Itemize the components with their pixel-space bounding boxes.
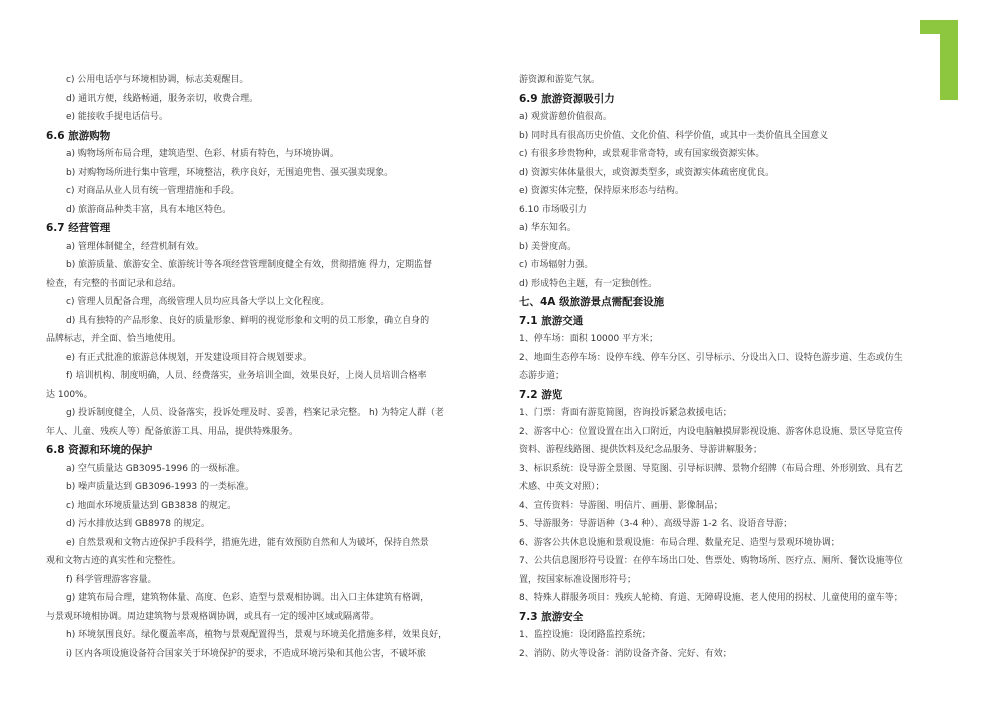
paragraph-line: b) 旅游质量、旅游安全、旅游统计等各项经营管理制度健全有效，贯彻措施 得力，定期监督 bbox=[66, 260, 432, 270]
paragraph-line: 游资源和游览气氛。 bbox=[519, 75, 601, 85]
paragraph-line: 8、特殊人群服务项目：残疾人轮椅、育道、无障碍设施、老人使用的拐杖、儿童使用的童车等； bbox=[519, 593, 903, 603]
paragraph-line: 1、停车场：面积 10000 平方米； bbox=[519, 334, 659, 344]
paragraph-line: 6.10 市场吸引力 bbox=[519, 204, 587, 215]
section-heading: 七、4A 级旅游景点需配套设施 bbox=[519, 296, 665, 308]
paragraph-line: 置，按国家标准设图形符号； bbox=[519, 574, 637, 585]
paragraph-line: a) 观赏游憩价值很高。 bbox=[519, 112, 612, 122]
paragraph-line: 检查，有完整的书面记录和总结。 bbox=[46, 278, 182, 289]
paragraph-line: f) 科学管理游客容量。 bbox=[66, 574, 157, 585]
paragraph-line: 5、导游服务：导游语种（3-4 种）、高级导游 1-2 名、设语音导游； bbox=[519, 519, 793, 529]
paragraph-line: b) 对购物场所进行集中管理，环境整洁，秩序良好，无围追兜售、强买强卖现象。 bbox=[66, 167, 394, 178]
paragraph-line: d) 具有独特的产品形象、良好的质量形象、鲜明的视觉形象和文明的员工形象，确立自身的 bbox=[66, 315, 430, 326]
paragraph-line: f) 培训机构、制度明确，人员、经费落实，业务培训全面，效果良好，上岗人员培训合格率 bbox=[66, 371, 427, 381]
paragraph-line: b) 美誉度高。 bbox=[519, 241, 577, 252]
paragraph-line: e) 自然景观和文物古迹保护手段科学，措施先进，能有效预防自然和人为破坏，保持自然景 bbox=[66, 537, 429, 548]
paragraph-line: 态游步道； bbox=[519, 371, 565, 381]
section-heading: 6.7 经营管理 bbox=[46, 222, 111, 234]
paragraph-line: c) 管理人员配备合理，高级管理人员均应具备大学以上文化程度。 bbox=[66, 297, 330, 307]
paragraph-line: e) 能接收手提电话信号。 bbox=[66, 112, 168, 122]
green-number-one-logo bbox=[920, 20, 958, 100]
paragraph-line: d) 污水排放达到 GB8978 的规定。 bbox=[66, 519, 210, 529]
paragraph-line: g) 建筑布局合理，建筑物体量、高度、色彩、造型与景观相协调。出入口主体建筑有格调， bbox=[66, 593, 430, 603]
paragraph-line: 与景观环境相协调。周边建筑物与景观格调协调，或具有一定的缓冲区域或隔离带。 bbox=[46, 611, 380, 622]
paragraph-line: 7、公共信息图形符号设置：在停车场出口处、售票处、购物场所、医疗点、厕所、餐饮设施等位 bbox=[519, 556, 903, 566]
paragraph-line: c) 对商品从业人员有统一管理措施和手段。 bbox=[66, 186, 240, 196]
paragraph-line: 年人、儿童、残疾人等）配备旅游工具、用品，提供特殊服务。 bbox=[46, 426, 299, 437]
paragraph-line: c) 市场辐射力强。 bbox=[519, 260, 594, 270]
section-heading: 6.8 资源和环境的保护 bbox=[46, 444, 153, 456]
paragraph-line: 6、游客公共休息设施和景观设施：布局合理、数量充足、造型与景观环境协调； bbox=[519, 537, 840, 548]
paragraph-line: 2、消防、防火等设备：消防设备齐备、完好、有效； bbox=[519, 648, 732, 659]
section-heading: 6.9 旅游资源吸引力 bbox=[519, 92, 615, 105]
paragraph-line: d) 旅游商品种类丰富，具有本地区特色。 bbox=[66, 204, 232, 215]
paragraph-line: c) 有很多珍贵物种，或景观非常奇特，或有国家级资源实体。 bbox=[519, 149, 765, 159]
paragraph-line: b) 噪声质量达到 GB3096-1993 的一类标准。 bbox=[66, 482, 255, 492]
paragraph-line: 2、地面生态停车场：设停车线、停车分区、引导标示、分设出入口、设特色游步道、生态或仿生 bbox=[519, 352, 903, 363]
paragraph-line: a) 华东知名。 bbox=[519, 223, 576, 233]
paragraph-line: 1、监控设施：设闭路监控系统； bbox=[519, 630, 651, 640]
paragraph-line: i) 区内各项设施设备符合国家关于环境保护的要求，不造成环境污染和其他公害，不破坏旅 bbox=[66, 648, 426, 659]
paragraph-line: 资料、游程线路图、提供饮料及纪念品服务、导游讲解服务； bbox=[519, 445, 763, 455]
paragraph-line: 达 100%。 bbox=[46, 389, 93, 400]
section-heading: 7.1 旅游交通 bbox=[519, 314, 584, 327]
paragraph-line: a) 管理体制健全，经营机制有效。 bbox=[66, 241, 204, 252]
paragraph-line: g) 投诉制度健全，人员、设备落实，投诉处理及时、妥善，档案记录完整。 h) 为特定人群（老 bbox=[66, 408, 445, 418]
paragraph-line: c) 地面水环境质量达到 GB3838 的规定。 bbox=[66, 500, 237, 511]
paragraph-line: c) 公用电话亭与环境相协调，标志美观醒目。 bbox=[66, 75, 249, 85]
paragraph-line: d) 资源实体体量很大，或资源类型多，或资源实体疏密度优良。 bbox=[519, 167, 775, 178]
paragraph-line: 1、门票：背面有游览简图，咨询投诉紧急救援电话； bbox=[519, 408, 732, 418]
paragraph-line: e) 资源实体完整，保持原来形态与结构。 bbox=[519, 186, 684, 196]
paragraph-line: 2、游客中心：位置设置在出入口附近，内设电脑触摸屏影视设施、游客休息设施、景区导览宣传 bbox=[519, 426, 903, 437]
paragraph-line: 术感、中英文对照）； bbox=[519, 482, 605, 492]
paragraph-line: d) 通讯方便，线路畅通，服务亲切，收费合理。 bbox=[66, 93, 259, 104]
left-column bbox=[46, 71, 481, 663]
paragraph-line: h) 环境氛围良好。绿化覆盖率高，植物与景观配置得当，景观与环境美化措施多样，效果良好， bbox=[66, 630, 448, 640]
paragraph-line: d) 形成特色主题，有一定独创性。 bbox=[519, 278, 658, 289]
section-heading: 7.2 游览 bbox=[519, 388, 563, 401]
paragraph-line: e) 有正式批准的旅游总体规划，开发建设项目符合规划要求。 bbox=[66, 352, 312, 363]
paragraph-line: 观和文物古迹的真实性和完整性。 bbox=[46, 556, 182, 566]
paragraph-line: a) 空气质量达 GB3095-1996 的一级标准。 bbox=[66, 463, 245, 474]
paragraph-line: a) 购物场所布局合理，建筑造型、色彩、材质有特色，与环境协调。 bbox=[66, 149, 339, 159]
right-column bbox=[519, 71, 949, 663]
paragraph-line: 4、宣传资料：导游图、明信片、画册、影像制品； bbox=[519, 500, 723, 511]
section-heading: 6.6 旅游购物 bbox=[46, 129, 111, 142]
paragraph-line: 3、标识系统：设导游全景图、导览图、引导标识牌、景物介绍牌（布局合理、外形别致、具有艺 bbox=[519, 463, 903, 474]
paragraph-line: 品牌标志，并全面、恰当地使用。 bbox=[46, 334, 182, 344]
section-heading: 7.3 旅游安全 bbox=[519, 610, 584, 623]
paragraph-line: b) 同时具有很高历史价值、文化价值、科学价值，或其中一类价值具全国意义 bbox=[519, 130, 829, 141]
